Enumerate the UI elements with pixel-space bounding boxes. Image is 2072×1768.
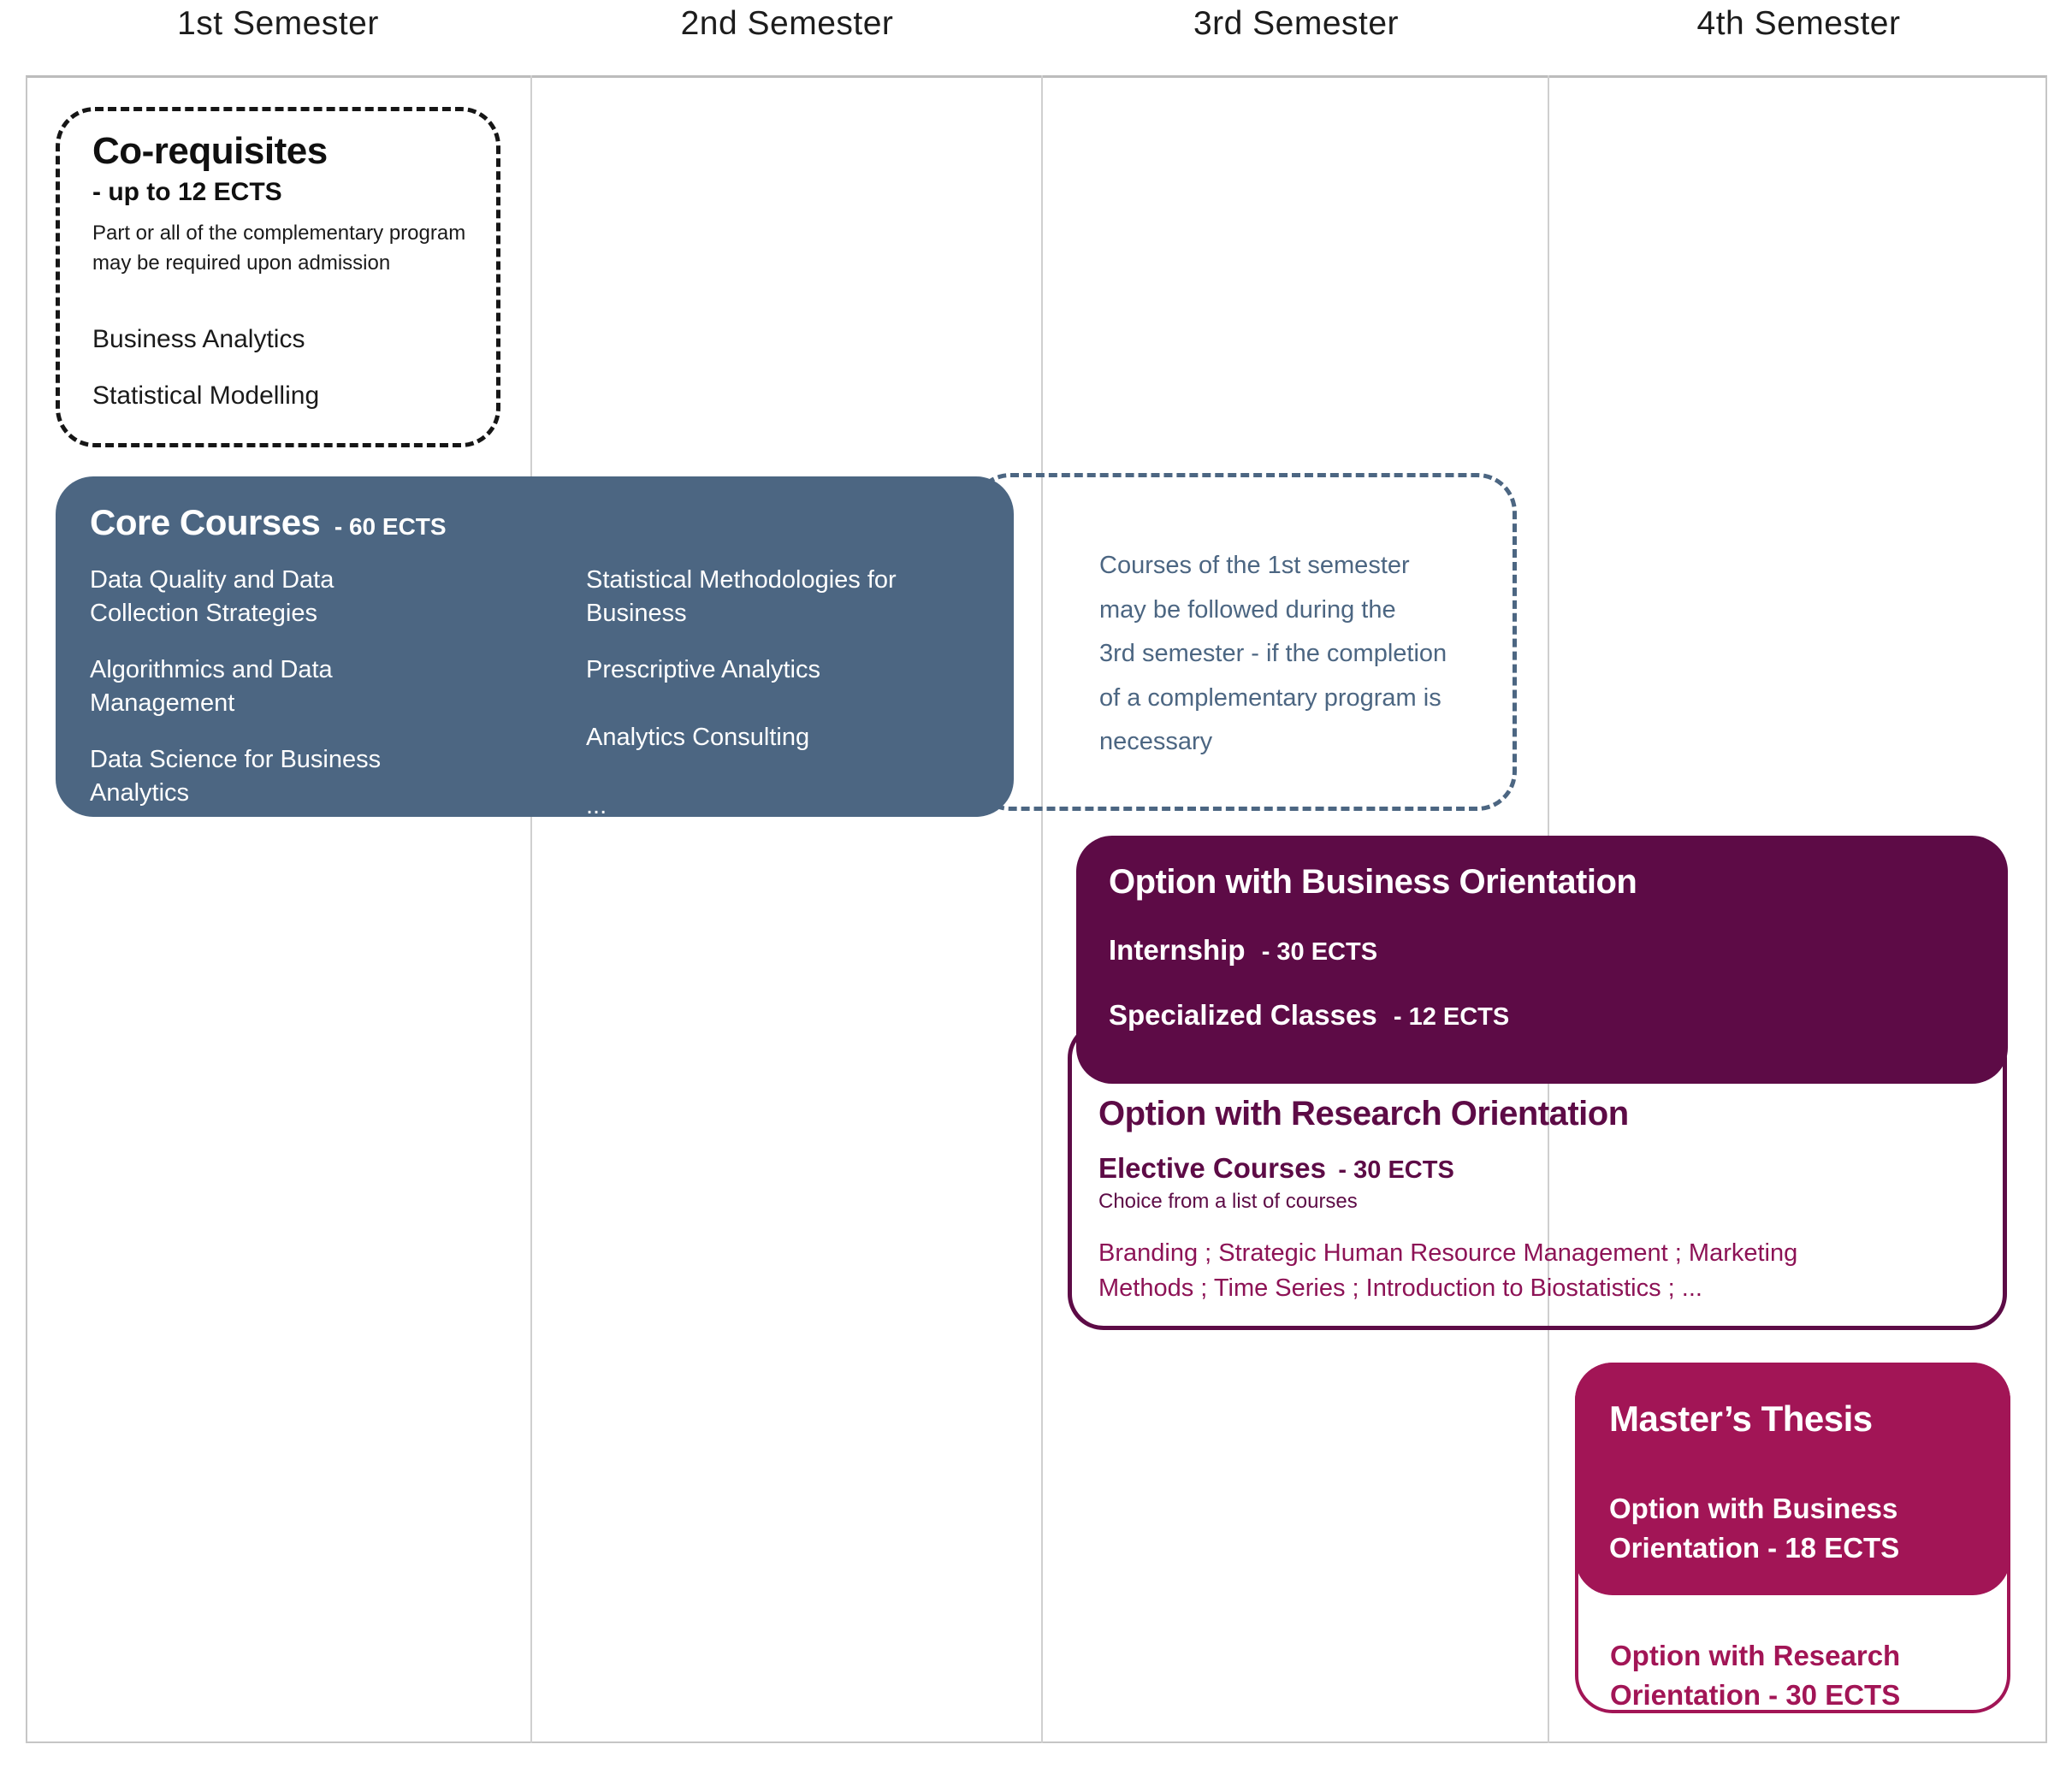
note-line: of a complementary program is bbox=[1099, 683, 1442, 712]
note-line: necessary bbox=[1099, 728, 1213, 756]
masters-thesis-title: Master’s Thesis bbox=[1609, 1398, 1873, 1439]
specialized-classes-label: Specialized Classes bbox=[1109, 999, 1377, 1031]
core-course-ellipsis: ... bbox=[586, 791, 607, 819]
third-semester-note-box bbox=[971, 473, 1517, 811]
core-courses-left-column bbox=[90, 564, 432, 833]
elective-courses-line bbox=[1098, 1152, 2003, 1185]
coreq-title: Co-requisites bbox=[92, 130, 328, 172]
note-line: Courses of the 1st semester bbox=[1099, 552, 1410, 579]
internship-label: Internship bbox=[1109, 934, 1246, 966]
specialized-classes-line bbox=[1109, 999, 2008, 1032]
semester-header-1: 1st Semester bbox=[177, 5, 379, 42]
core-courses-title-row bbox=[56, 476, 1014, 543]
core-course: Algorithmics and Data Management bbox=[90, 655, 333, 718]
note-line: may be followed during the bbox=[1099, 595, 1396, 624]
coreq-course: Business Analytics bbox=[92, 324, 305, 353]
elective-courses-ects: - 30 ECTS bbox=[1338, 1156, 1454, 1184]
core-courses-right-column bbox=[586, 564, 928, 845]
column-divider-1 bbox=[530, 75, 532, 1743]
thesis-business-option: Option with Business Orientation - 18 ECTS bbox=[1609, 1493, 1900, 1564]
research-option-title: Option with Research Orientation bbox=[1098, 1095, 1629, 1132]
internship-line bbox=[1109, 934, 2008, 967]
coreq-note-line: Part or all of the complementary program bbox=[92, 222, 466, 245]
elective-course-list: Branding ; Strategic Human Resource Management ; Marketing Methods ; Time Series ; Introduction to Biostatistics ; ... bbox=[1098, 1239, 1798, 1303]
column-divider-2 bbox=[1041, 75, 1043, 1743]
elective-courses-label: Elective Courses bbox=[1098, 1152, 1326, 1184]
core-course: Data Science for Business Analytics bbox=[90, 745, 382, 807]
business-option-box bbox=[1076, 836, 2008, 1084]
note-line: 3rd semester - if the completion bbox=[1099, 640, 1447, 668]
semester-header-4: 4th Semester bbox=[1696, 5, 1901, 42]
core-course: Prescriptive Analytics bbox=[586, 655, 820, 683]
semester-header-3: 3rd Semester bbox=[1193, 5, 1400, 42]
coreq-note bbox=[92, 219, 474, 279]
coreq-box bbox=[56, 107, 500, 447]
coreq-note-line: may be required upon admission bbox=[92, 251, 391, 275]
masters-thesis-box bbox=[1575, 1363, 2010, 1595]
core-courses-ects: - 60 ECTS bbox=[334, 513, 447, 540]
core-courses-box bbox=[56, 476, 1014, 817]
coreq-ects: - up to 12 ECTS bbox=[92, 178, 282, 206]
core-course: Data Quality and Data Collection Strategies bbox=[90, 566, 334, 628]
core-course: Analytics Consulting bbox=[586, 724, 810, 752]
core-courses-title: Core Courses bbox=[90, 502, 321, 542]
internship-ects: - 30 ECTS bbox=[1261, 938, 1378, 966]
business-option-title: Option with Business Orientation bbox=[1109, 863, 1637, 901]
thesis-research-option: Option with Research Orientation - 30 ECTS bbox=[1610, 1640, 1901, 1712]
semester-header-2: 2nd Semester bbox=[680, 5, 894, 42]
third-semester-note bbox=[1099, 544, 1447, 765]
core-course: Statistical Methodologies for Business bbox=[586, 566, 897, 628]
coreq-course: Statistical Modelling bbox=[92, 381, 320, 410]
specialized-classes-ects: - 12 ECTS bbox=[1393, 1003, 1510, 1031]
choice-note: Choice from a list of courses bbox=[1098, 1190, 1358, 1213]
